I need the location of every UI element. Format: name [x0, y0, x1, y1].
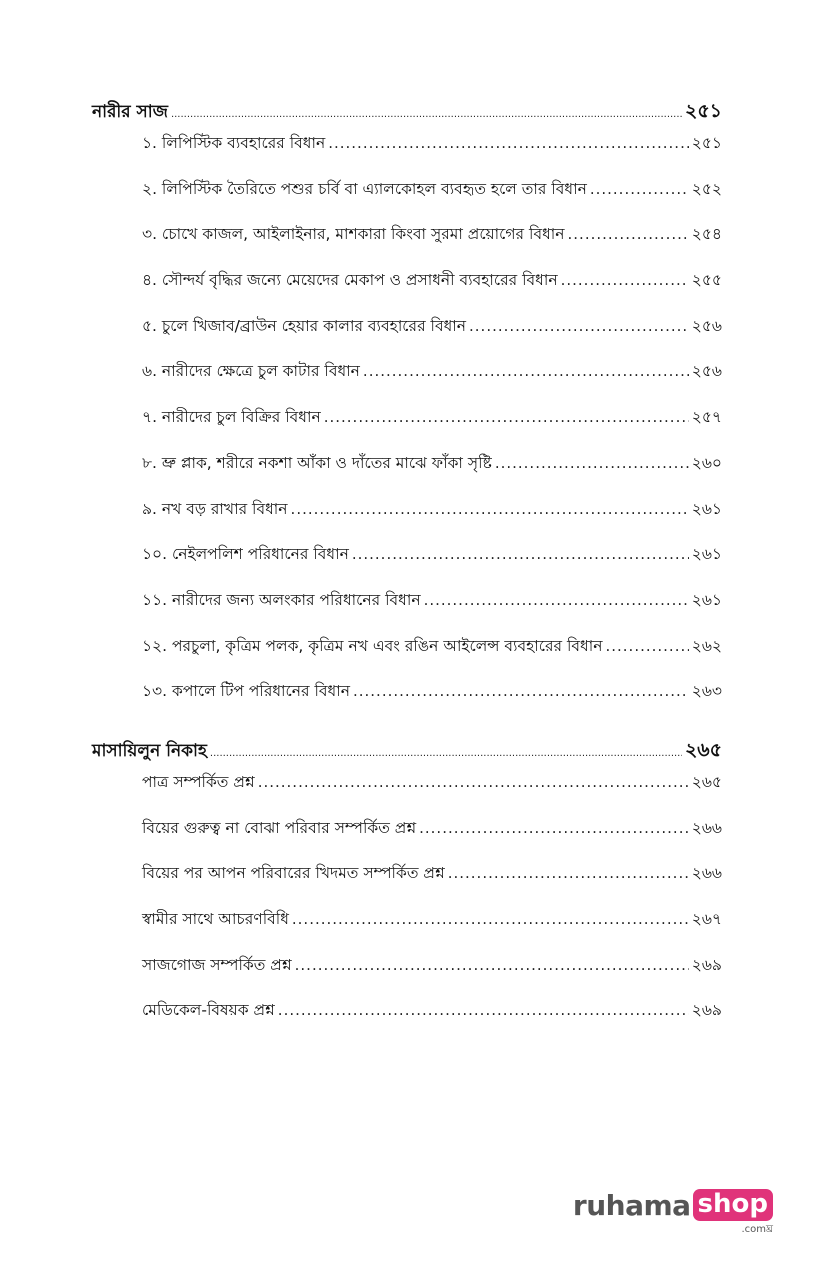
entry-page-number: ২৬৭	[691, 910, 722, 928]
dot-leader	[291, 500, 689, 518]
entry-title: বিয়ের পর আপন পরিবারের খিদমত সম্পর্কিত প্রশ্ন	[142, 864, 445, 883]
entry-title: ১. লিপিস্টিক ব্যবহারের বিধান	[142, 134, 326, 152]
toc-entry	[92, 497, 722, 543]
toc-entry	[92, 770, 722, 816]
entry-page-number: ২৬৯	[691, 955, 722, 974]
table-of-contents	[92, 97, 722, 1044]
toc-section-heading	[92, 97, 722, 131]
dot-leader	[605, 637, 688, 655]
toc-entry	[92, 131, 722, 177]
dot-leader	[448, 864, 689, 882]
toc-entry	[92, 816, 722, 862]
entry-title: স্বামীর সাথে আচরণবিধি	[142, 910, 289, 928]
entry-page-number: ২৫৬	[691, 362, 722, 381]
entry-page-number: ২৫১	[691, 134, 722, 152]
entry-title: ৭. নারীদের চুল বিক্রির বিধান	[142, 408, 321, 427]
entry-page-number: ২৬৬	[691, 818, 722, 837]
dot-leader	[352, 545, 689, 563]
entry-title: বিয়ের গুরুত্ব না বোঝা পরিবার সম্পর্কিত প্রশ্ন	[142, 818, 417, 837]
entry-page-number: ২৬৬	[691, 864, 722, 883]
entry-page-number: ২৬৫	[691, 772, 722, 791]
toc-entry	[92, 861, 722, 907]
entry-page-number: ২৬৩	[691, 682, 722, 701]
logo-brand-text: ruhama	[572, 1189, 691, 1222]
ruhamashop-logo	[573, 1189, 773, 1239]
dot-leader	[561, 271, 689, 289]
entry-title: ২. লিপিস্টিক তৈরিতে পশুর চর্বি বা এ্যালকোহল ব্যবহৃত হলে তার বিধান	[142, 179, 587, 198]
entry-title: পাত্র সম্পর্কিত প্রশ্ন	[142, 772, 255, 791]
entry-title: ১৩. কপালে টিপ পরিধানের বিধান	[142, 682, 350, 701]
dot-leader	[292, 910, 689, 928]
toc-entry	[92, 542, 722, 588]
dot-leader	[328, 134, 689, 152]
dot-leader	[568, 225, 689, 243]
dot-leader	[278, 1001, 689, 1019]
entry-title: ৩. চোখে কাজল, আইলাইনার, মাশকারা কিংবা সুরমা প্রয়োগের বিধান	[142, 225, 565, 244]
entry-page-number: ২৫৭	[691, 408, 722, 427]
entry-page-number: ২৬১	[691, 545, 722, 564]
entry-page-number: ২৫৫	[691, 271, 722, 290]
logo-shop-badge	[693, 1189, 773, 1239]
toc-entry	[92, 679, 722, 725]
entry-title: ৬. নারীদের ক্ষেত্রে চুল কাটার বিধান	[142, 362, 360, 381]
dot-leader	[419, 819, 689, 837]
entry-title: ১১. নারীদের জন্য অলংকার পরিধানের বিধান	[142, 590, 421, 609]
entry-title: ১০. নেইলপলিশ পরিধানের বিধান	[142, 545, 349, 564]
toc-entry	[92, 268, 722, 314]
section-page-number: ২৬৫	[684, 738, 722, 761]
entry-title: সাজগোজ সম্পর্কিত প্রশ্ন	[142, 955, 292, 974]
dot-leader	[171, 109, 682, 120]
toc-entry	[92, 222, 722, 268]
section-page-number: ২৫১	[684, 100, 722, 122]
dot-leader	[324, 408, 689, 426]
dot-leader	[590, 180, 689, 198]
dot-leader	[258, 773, 689, 791]
dot-leader	[210, 748, 682, 759]
toc-entry	[92, 177, 722, 223]
logo-shop-text: shop	[693, 1189, 773, 1221]
entry-page-number: ২৫৬	[691, 316, 722, 335]
entry-page-number: ২৬২	[691, 636, 722, 655]
entry-page-number: ২৬১	[691, 590, 722, 609]
entry-title: ১২. পরচুলা, কৃত্রিম পলক, কৃত্রিম নখ এবং রঙিন আইলেন্স ব্যবহারের বিধান	[142, 636, 603, 655]
entry-page-number: ২৬০	[691, 453, 722, 472]
toc-entry	[92, 451, 722, 497]
entry-title: ৪. সৌন্দর্য বৃদ্ধির জন্যে মেয়েদের মেকাপ ও প্রসাধনী ব্যবহারের বিধান	[142, 271, 558, 290]
dot-leader	[469, 317, 689, 335]
entry-title: মেডিকেল-বিষয়ক প্রশ্ন	[142, 1001, 275, 1020]
section-title: মাসায়িলুন নিকাহ	[92, 740, 207, 761]
entry-title: ৫. চুলে খিজাব/ব্রাউন হেয়ার কালার ব্যবহারের বিধান	[142, 316, 467, 335]
entry-page-number: ২৬৯	[691, 1001, 722, 1020]
toc-entry	[92, 359, 722, 405]
toc-entry	[92, 953, 722, 999]
entry-page-number: ২৫২	[691, 179, 722, 198]
logo-domain-text: .comঘ্র	[741, 1224, 773, 1235]
toc-entry	[92, 314, 722, 360]
toc-entry	[92, 634, 722, 680]
entry-page-number: ২৫৪	[691, 225, 722, 244]
entry-title: ৮. ভ্রু প্লাক, শরীরে নকশা আঁকা ও দাঁতের মাঝে ফাঁকা সৃষ্টি	[142, 453, 492, 472]
dot-leader	[363, 362, 689, 380]
dot-leader	[495, 454, 689, 472]
dot-leader	[353, 682, 689, 700]
dot-leader	[295, 956, 689, 974]
section-title: নারীর সাজ	[92, 102, 168, 122]
toc-section-heading	[92, 736, 722, 770]
entry-page-number: ২৬১	[691, 499, 722, 518]
toc-entry	[92, 588, 722, 634]
toc-entry	[92, 405, 722, 451]
dot-leader	[424, 591, 689, 609]
toc-entry	[92, 907, 722, 953]
entry-title: ৯. নখ বড় রাখার বিধান	[142, 499, 288, 518]
toc-entry	[92, 998, 722, 1044]
